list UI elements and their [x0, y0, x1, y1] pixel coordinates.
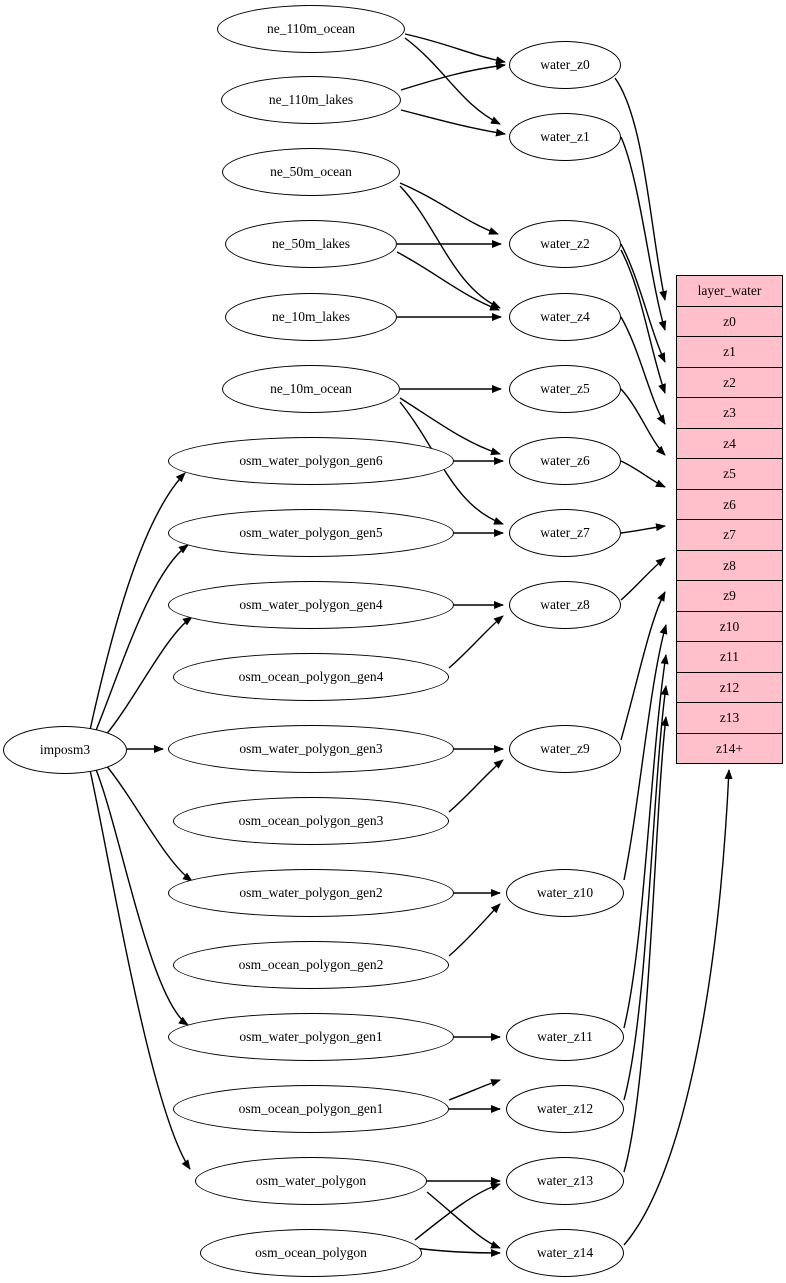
node-water-z9[interactable] [509, 725, 621, 773]
node-label: osm_water_polygon_gen2 [239, 885, 383, 900]
node-water-z13[interactable] [506, 1157, 624, 1205]
record-cell-z2: z2 [677, 368, 782, 399]
node-label: osm_water_polygon_gen1 [239, 1029, 383, 1044]
node-water-z11[interactable] [506, 1013, 624, 1061]
node-osm-ocean-polygon-gen1[interactable] [173, 1085, 449, 1133]
node-label: ne_50m_ocean [270, 164, 352, 179]
node-osm-ocean-polygon-gen3[interactable] [173, 797, 449, 845]
record-cell-z3: z3 [677, 398, 782, 429]
node-label: ne_10m_ocean [270, 381, 352, 396]
node-label: osm_ocean_polygon_gen2 [238, 957, 384, 972]
record-cell-z6: z6 [677, 490, 782, 521]
record-cell-z9: z9 [677, 581, 782, 612]
node-label: osm_ocean_polygon_gen3 [238, 813, 384, 828]
node-osm-water-polygon-gen5[interactable] [168, 509, 454, 557]
node-layer-water-record[interactable] [676, 275, 783, 764]
node-ne-10m-ocean[interactable] [222, 365, 400, 413]
node-water-z6[interactable] [509, 437, 621, 485]
node-label: water_z8 [540, 597, 590, 612]
node-osm-ocean-polygon-gen2[interactable] [173, 941, 449, 989]
node-ne-10m-lakes[interactable] [225, 293, 397, 341]
node-label: ne_50m_lakes [272, 236, 350, 251]
node-osm-water-polygon-gen1[interactable] [168, 1013, 454, 1061]
node-water-z12[interactable] [506, 1085, 624, 1133]
node-water-z4[interactable] [509, 293, 621, 341]
node-imposm3[interactable] [3, 726, 127, 774]
node-ne-50m-lakes[interactable] [225, 220, 397, 268]
node-label: osm_water_polygon_gen3 [239, 741, 383, 756]
node-label: osm_water_polygon [255, 1173, 367, 1188]
node-ne-110m-lakes[interactable] [221, 76, 401, 124]
record-cell-z0: z0 [677, 307, 782, 338]
node-label: ne_110m_lakes [268, 92, 354, 107]
node-label: ne_110m_ocean [267, 21, 355, 36]
node-label: water_z5 [540, 381, 590, 396]
node-osm-ocean-polygon[interactable] [200, 1229, 422, 1277]
node-label: osm_ocean_polygon_gen1 [238, 1101, 384, 1116]
record-cell-z4: z4 [677, 429, 782, 460]
node-label: water_z4 [540, 309, 590, 324]
node-label: osm_ocean_polygon_gen4 [238, 669, 384, 684]
record-cell-z8: z8 [677, 551, 782, 582]
node-label: water_z13 [536, 1173, 594, 1188]
node-osm-water-polygon-gen6[interactable] [168, 437, 454, 485]
node-water-z14[interactable] [506, 1229, 624, 1277]
node-osm-ocean-polygon-gen4[interactable] [173, 653, 449, 701]
node-label: osm_water_polygon_gen5 [239, 525, 383, 540]
record-cell-layer-water: layer_water [677, 276, 782, 307]
record-cell-z5: z5 [677, 459, 782, 490]
node-osm-water-polygon-gen4[interactable] [168, 581, 454, 629]
node-label: water_z2 [540, 236, 590, 251]
record-cell-z12: z12 [677, 673, 782, 704]
node-label: water_z7 [540, 525, 590, 540]
node-water-z0[interactable] [509, 41, 621, 89]
record-cell-z1: z1 [677, 337, 782, 368]
node-label: water_z1 [540, 129, 590, 144]
node-water-z2[interactable] [509, 220, 621, 268]
record-cell-z13: z13 [677, 703, 782, 734]
node-label: water_z14 [536, 1245, 594, 1260]
record-cell-z11: z11 [677, 642, 782, 673]
node-water-z10[interactable] [506, 869, 624, 917]
node-label: osm_water_polygon_gen4 [239, 597, 383, 612]
node-osm-water-polygon[interactable] [195, 1157, 427, 1205]
node-label: ne_10m_lakes [272, 309, 350, 324]
node-ne-50m-ocean[interactable] [222, 148, 400, 196]
record-cell-z7: z7 [677, 520, 782, 551]
node-label: water_z12 [536, 1101, 594, 1116]
record-cell-z10: z10 [677, 612, 782, 643]
node-water-z1[interactable] [509, 113, 621, 161]
node-label: water_z0 [540, 57, 590, 72]
node-ne-110m-ocean[interactable] [217, 5, 405, 53]
node-label: water_z11 [537, 1029, 593, 1044]
node-label: water_z10 [536, 885, 594, 900]
node-label: water_z6 [540, 453, 590, 468]
node-water-z8[interactable] [509, 581, 621, 629]
node-water-z5[interactable] [509, 365, 621, 413]
node-label: osm_water_polygon_gen6 [239, 453, 383, 468]
node-label: water_z9 [540, 741, 590, 756]
node-label: osm_ocean_polygon [255, 1245, 367, 1260]
node-osm-water-polygon-gen3[interactable] [168, 725, 454, 773]
record-cell-z14plus: z14+ [715, 740, 744, 756]
node-label: imposm3 [39, 742, 91, 757]
node-osm-water-polygon-gen2[interactable] [168, 869, 454, 917]
node-water-z7[interactable] [509, 509, 621, 557]
